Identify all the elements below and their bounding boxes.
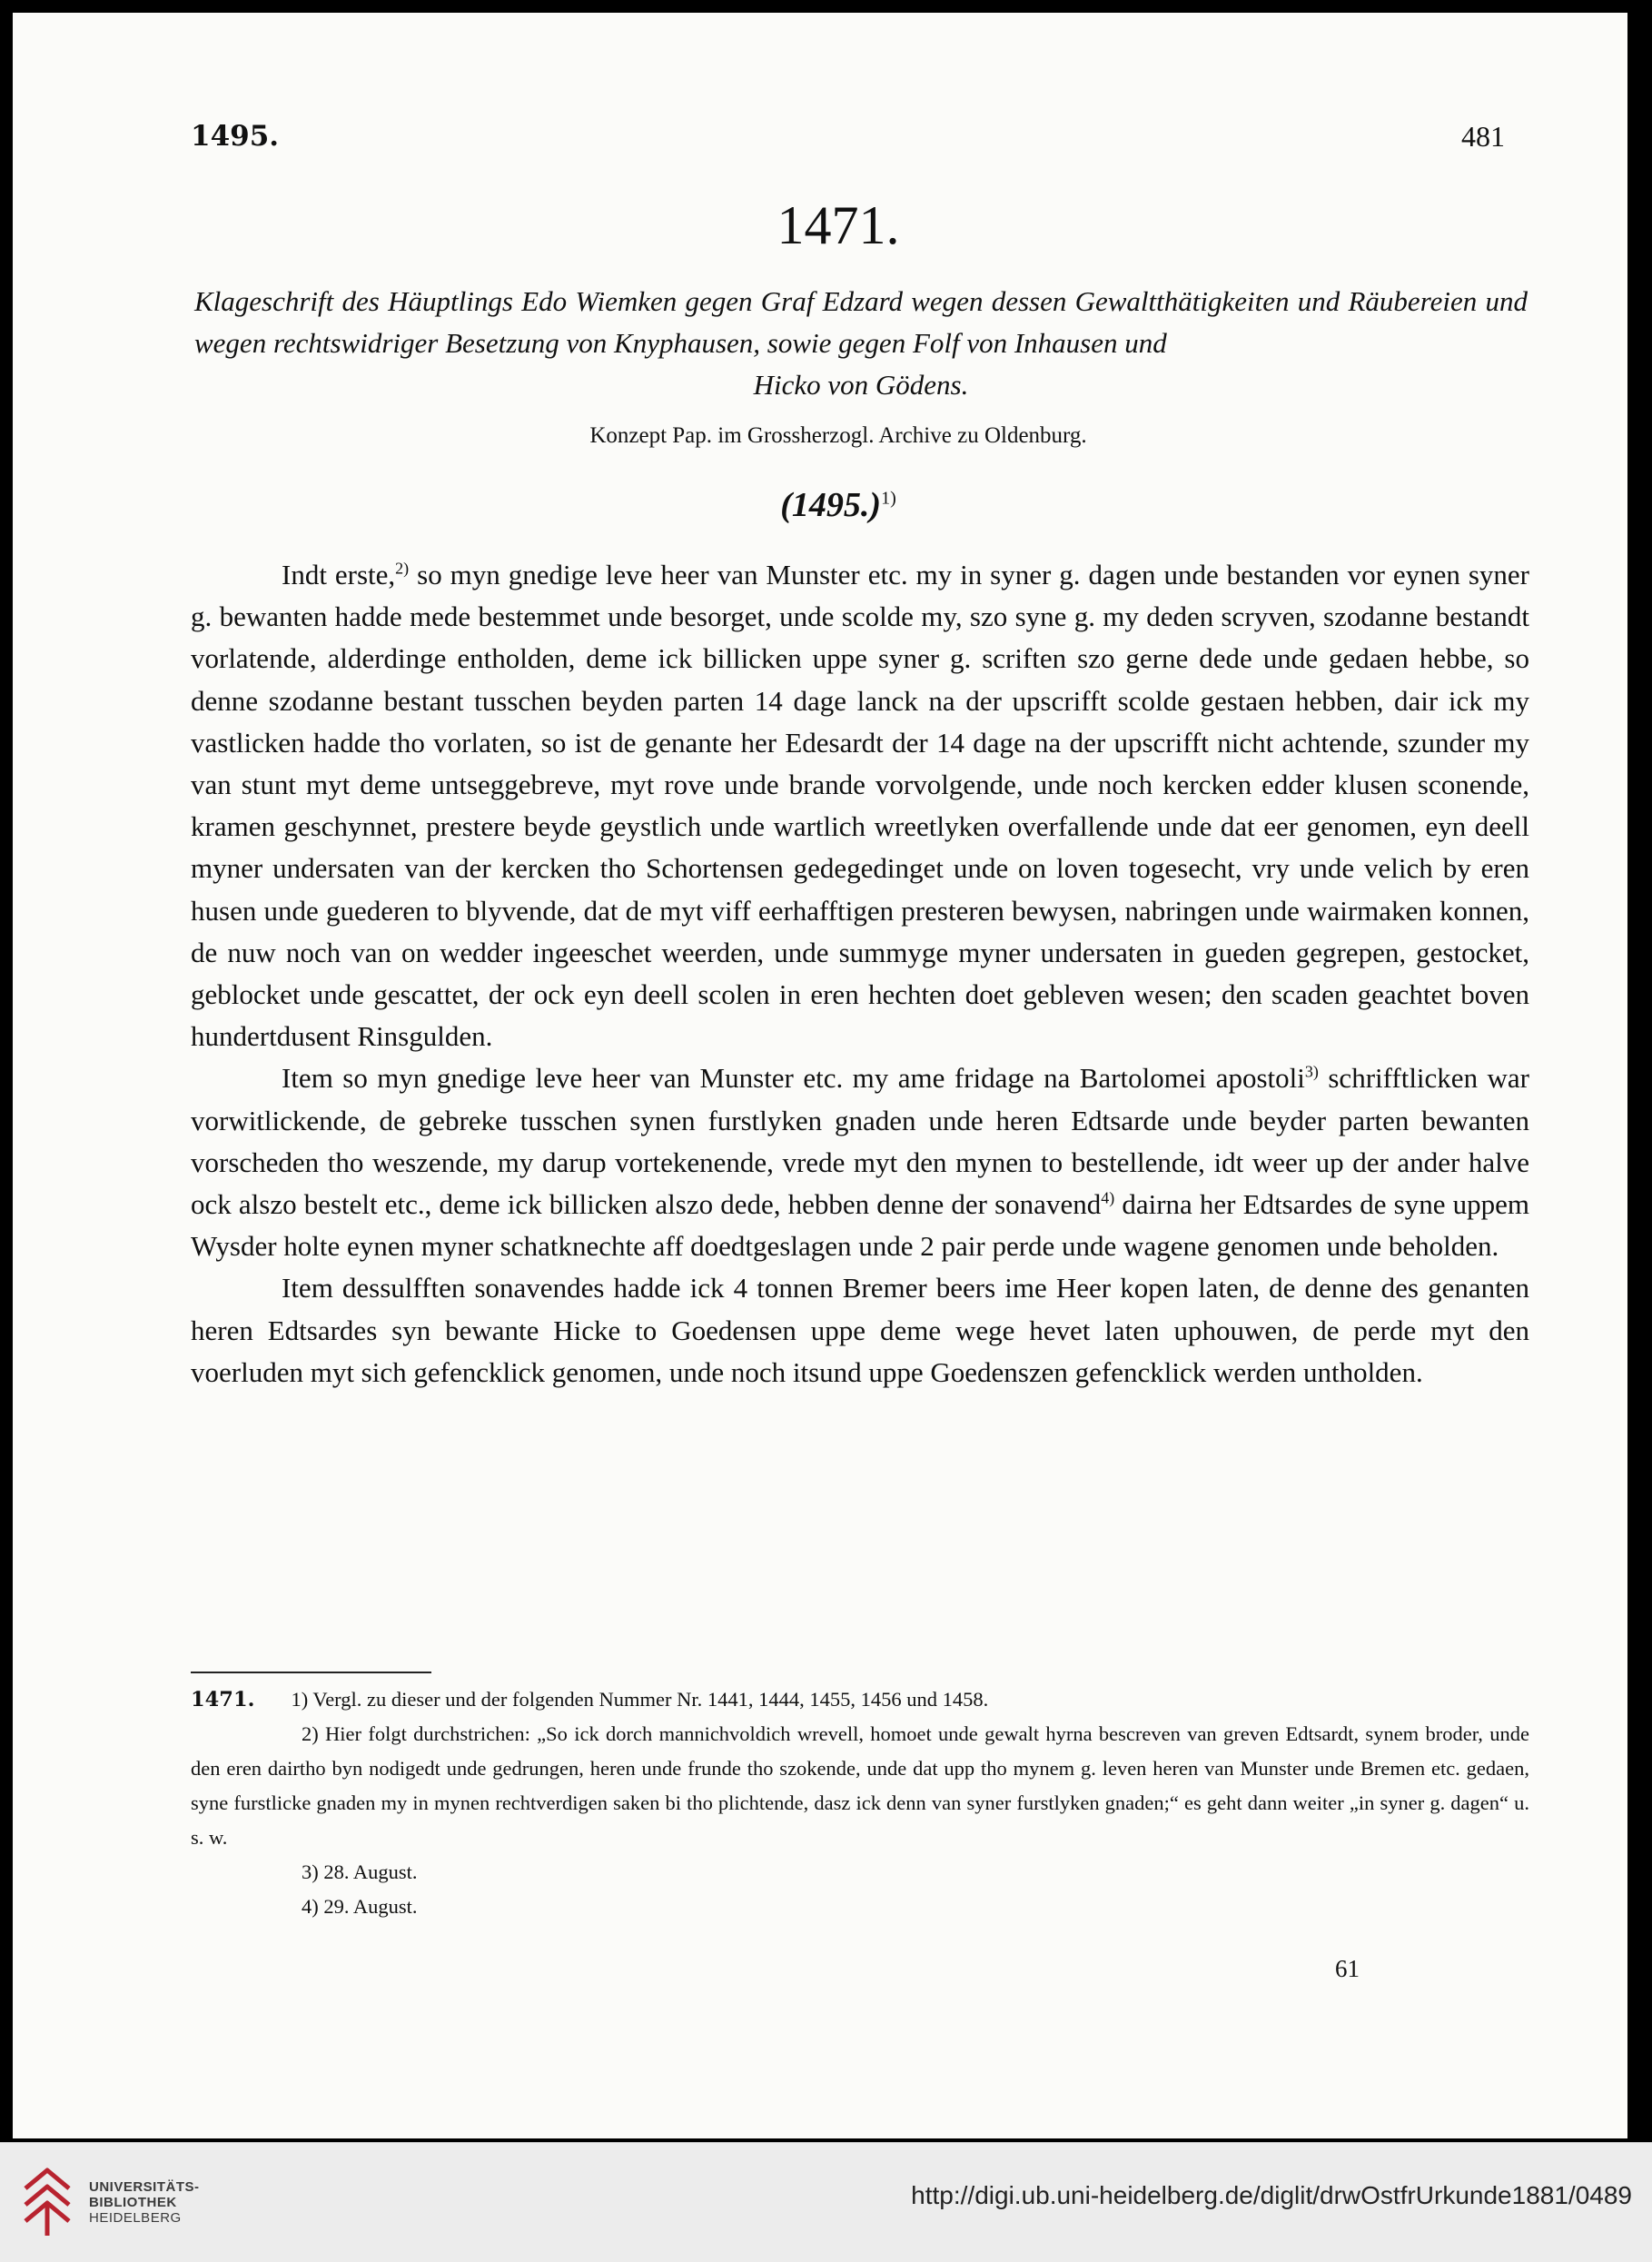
footnote-ref: 2) <box>395 559 410 578</box>
title-line: Hicko von Gödens. <box>753 369 969 401</box>
footnote-text: 28. August. <box>318 1860 418 1883</box>
logo-line: HEIDELBERG <box>89 2210 182 2226</box>
viewer-footer-bar <box>0 2142 1652 2262</box>
body-paragraph <box>191 1057 1529 1267</box>
footnote-label: 1471. <box>191 1688 255 1711</box>
document-date <box>13 485 1627 525</box>
footnote <box>191 1717 1529 1855</box>
body-paragraph <box>191 1267 1529 1394</box>
footnote-text: 29. August. <box>318 1895 418 1918</box>
footnote-divider <box>191 1672 431 1673</box>
paragraph-text: so myn gnedige leve heer van Munster etc. my in syner g. dagen unde bestanden vor eynen syner g. bewanten hadde mede bestemmet unde besorget, unde scolde my, szo syne g. my deden scryven, szodanne bestandt vorlatende, alderdinge entholden, deme ick billicken uppe syner g. scriften szo gerne dede unde gedaen hebbe, so denne szodanne bestant tusschen beyden parten 14 dage lanck na der upscrifft scolde gestaen hebben, dair ick my vastlicken hadde tho vorlaten, so ist de genante her Edesardt der 14 dage na der upscrifft nicht achtende, szunder my van stunt myt deme untseggebreve, myt rove unde brande vorvolgende, unde noch kercken edder klusen sconende, kramen geschynnet, prestere beyde geystlich unde wartlich wreetlyken overfallende unde dat eer genomen, eyn deell myner undersaten van der kercken tho Schortensen gedegedinget unde on loven togesecht, vry unde velich by eren husen unde guederen to blyvende, dat de myt viff eerhafftigen presteren bewysen, nabringen unde wairmaken konnen, de nuw noch van on wedder ingeeschet weerden, unde summyge myner undersaten in gueden gegrepen, gestocket, geblocket unde gescattet, der ock eyn deell scolen in eren hechten doet gebleven wesen; den scaden geachtet boven hundertdusent Rinsgulden. <box>191 559 1529 1053</box>
logo-line: BIBLIOTHEK <box>89 2195 177 2210</box>
paragraph-text: Item so myn gnedige leve heer van Munster etc. my ame fridage na Bartolomei apostoli <box>282 1062 1305 1095</box>
document-title <box>194 281 1528 406</box>
source-note: Konzept Pap. im Grossherzogl. Archive zu Oldenburg. <box>589 423 1087 448</box>
footnote-mark: 1) <box>291 1688 309 1711</box>
document-body <box>191 554 1529 1394</box>
body-paragraph <box>191 554 1529 1057</box>
paragraph-text: Indt erste, <box>282 559 396 590</box>
date-footnote-ref: 1) <box>881 488 896 509</box>
library-logo-icon <box>20 2161 74 2241</box>
footnote-ref: 4) <box>1101 1188 1115 1207</box>
paragraph-text: Item dessulfften sonavendes hadde ick 4 tonnen Bremer beers ime Heer kopen laten, de denne des genanten heren Edtsardes syn bewante Hicke to Goedensen uppe deme wege hevet laten uphouwen, de perde myt den voerluden myt sich gefencklick genomen, unde noch itsund uppe Goedenszen gefencklick werden untholden. <box>191 1272 1529 1388</box>
date-text: (1495.) <box>780 486 882 524</box>
footnote-mark: 2) <box>302 1722 319 1745</box>
page-number: 481 <box>1461 120 1505 153</box>
footnote <box>191 1890 1529 1924</box>
paragraph-text: schrifftlicken war vorwitlickende, de gebreke tusschen synen furstlyken gnaden unde heren Edtsarde unde beyder parten bewanten vorscheden tho weszende, my darup vortekenende, vrede myt den mynen to bestellende, idt weer up der ander halve ock alszo bestelt etc., deme ick billicken alszo dede, hebben denne der sonavend <box>191 1062 1529 1221</box>
scanned-page <box>13 13 1627 2138</box>
footnote-mark: 4) <box>302 1895 319 1918</box>
footnote-ref: 3) <box>1304 1063 1319 1082</box>
footnote-mark: 3) <box>302 1860 319 1883</box>
document-number: 1471. <box>777 195 900 255</box>
footnote-text: Vergl. zu dieser und der folgenden Nummer Nr. 1441, 1444, 1455, 1456 und 1458. <box>308 1688 989 1711</box>
signature-mark: 61 <box>1335 1955 1360 1982</box>
paragraph-text: dairna her Edtsardes de syne uppem Wysder holte eynen myner schatknechte aff doedtgeslagen unde 2 pair perde unde wagene genomen unde beholden. <box>191 1188 1529 1263</box>
running-head-left: 1495. <box>191 120 280 153</box>
footnotes <box>191 1682 1529 1924</box>
footnote <box>191 1855 1529 1890</box>
footnote <box>191 1682 1529 1717</box>
footnote-text: Hier folgt durchstrichen: „So ick dorch mannichvoldich wrevell, homoet unde gewalt hyrna bescreven van greven Edtsardt, synem broder, unde den eren dairtho byn nodigedt unde gedrungen, heren unde frunde tho szokende, unde dat upp tho mynem g. leven heren van Munster unde Bremen etc. gedaen, syne furstlicke gnaden my in mynen rechtverdigen saken bi tho plichtende, dasz ick denn van syner furstlyken gnaden;“ es geht dann weiter „in syner g. dagen“ u. s. w. <box>191 1722 1529 1849</box>
permalink-url[interactable]: http://digi.ub.uni-heidelberg.de/diglit/drwOstfrUrkunde1881/0489 <box>911 2181 1632 2209</box>
library-logo-text <box>89 2179 200 2226</box>
title-line: Klageschrift des Häuptlings Edo Wiemken gegen Graf Edzard wegen dessen Gewaltthätigkeiten und Räubereien und wegen rechtswidriger Besetzung von Knyphausen, sowie gegen Folf von Inhausen und <box>194 285 1528 359</box>
logo-line: UNIVERSITÄTS- <box>89 2179 200 2195</box>
